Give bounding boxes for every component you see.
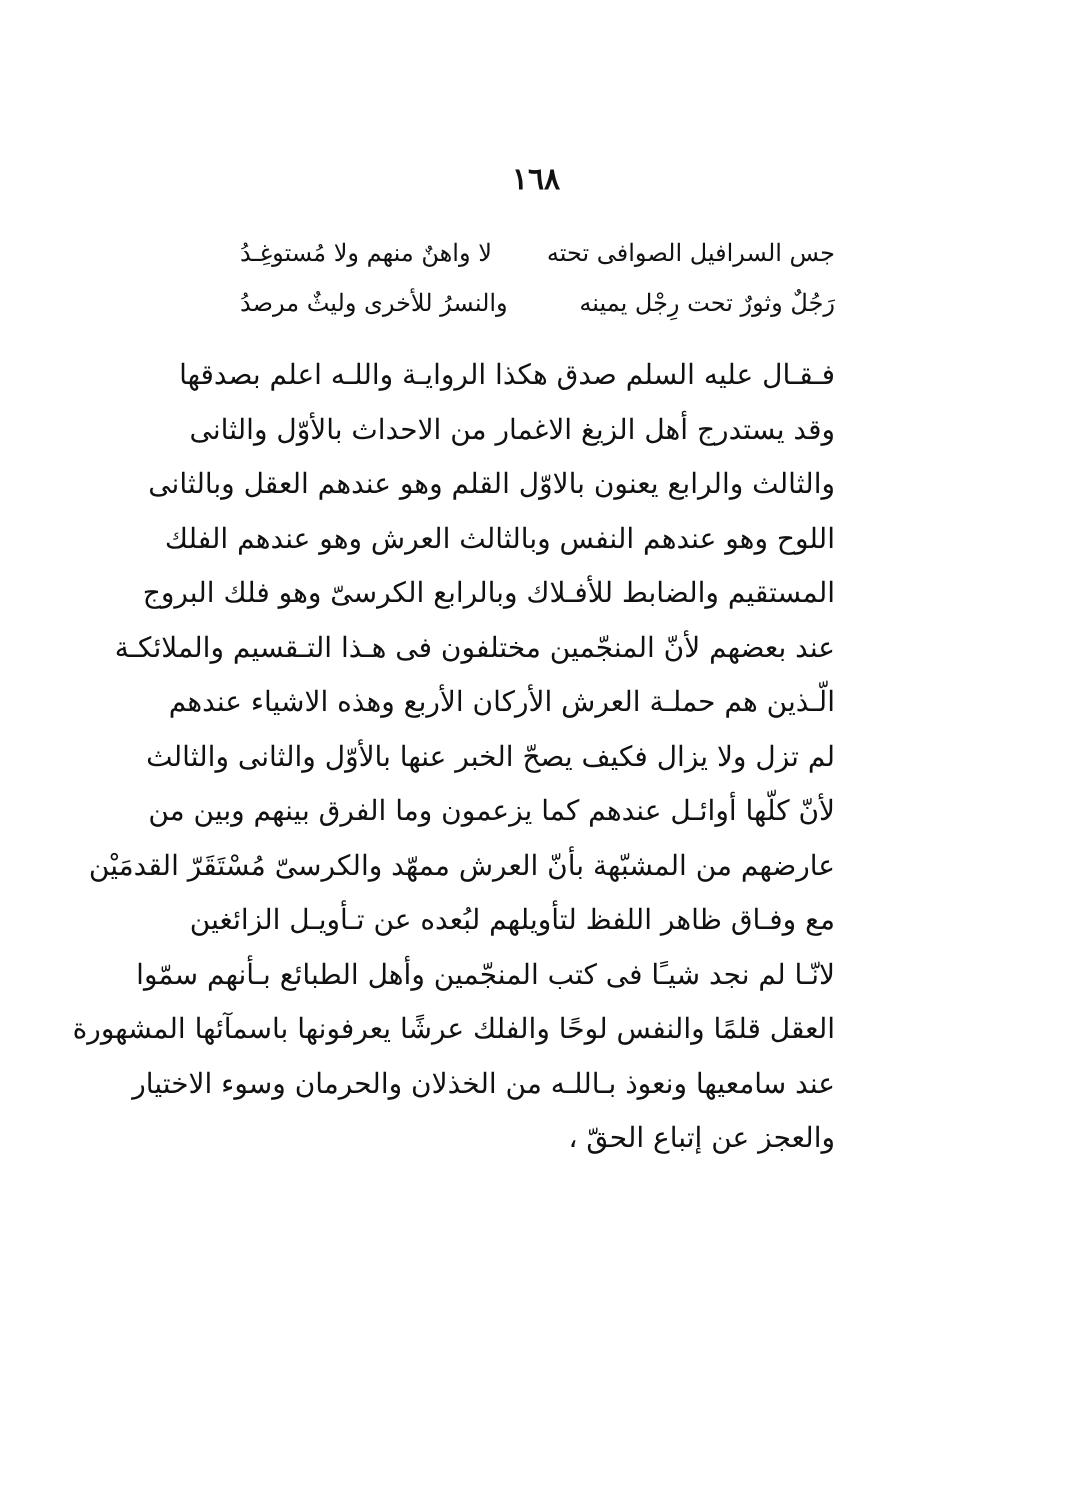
prose-line: لأنّ كلّها أوائـل عندهم كما يزعمون وما الفرق بينهم وبين من: [148, 794, 835, 827]
prose-paragraph: [72, 348, 835, 1166]
hemistich-left: لا واهنٌ منهم ولا مُستوغِـدُ: [240, 239, 492, 267]
hemistich-right: رَجُلٌ وثورٌ تحت رِجْل يمينه: [579, 289, 835, 317]
prose-line: والثالث والرابع يعنون بالاوّل القلم وهو عندهم العقل وبالثانى: [148, 467, 835, 500]
prose-line: عارضهم من المشبّهة بأنّ العرش ممهّد والكرسىّ مُسْتَقَرّ القدمَيْن: [88, 848, 835, 882]
prose-line: فـقـال عليه السلم صدق هكذا الروايـة واللـه اعلم بصدقها: [179, 358, 835, 391]
prose-line: عند بعضهم لأنّ المنجّمين مختلفون فى هـذا التـقسيم والملائكـة: [114, 630, 835, 664]
poem-block: [240, 228, 835, 328]
poem-verse: [240, 228, 835, 278]
prose-line: لانّـا لم نجد شيـًا فى كتب المنجّمين وأهل الطبائع بـأنهم سمّوا: [136, 957, 835, 991]
prose-line: الّـذين هم حملـة العرش الأركان الأربع وهذه الاشياء عندهم: [168, 685, 835, 718]
prose-line: عند سامعيها ونعوذ بـاللـه من الخذلان والحرمان وسوء الاختيار: [132, 1066, 835, 1100]
prose-line: وقد يستدرج أهل الزيغ الاغمار من الاحداث بالأوّل والثانى: [189, 412, 835, 446]
page-number: ١٦٨: [511, 162, 561, 197]
poem-verse: [240, 278, 835, 328]
prose-line-last: والعجز عن إتباع الحقّ ،: [568, 1121, 835, 1154]
prose-line: المستقيم والضابط للأفـلاك وبالرابع الكرسىّ وهو فلك البروج: [142, 576, 835, 609]
prose-line: اللوح وهو عندهم النفس وبالثالث العرش وهو عندهم الفلك: [164, 521, 835, 555]
prose-line: العقل قلمًا والنفس لوحًا والفلك عرشًا يعرفونها باسمآئها المشهورة: [72, 1012, 835, 1045]
hemistich-right: جس السرافيل الصوافى تحته: [546, 239, 835, 267]
hemistich-left: والنسرُ للأخرى وليثٌ مرصدُ: [240, 289, 508, 317]
prose-line: مع وفـاق ظاهر اللفظ لتأويلهم لبُعده عن تـأويـل الزائغين: [189, 903, 835, 936]
prose-line: لم تزل ولا يزال فكيف يصحّ الخبر عنها بالأوّل والثانى والثالث: [146, 739, 835, 773]
